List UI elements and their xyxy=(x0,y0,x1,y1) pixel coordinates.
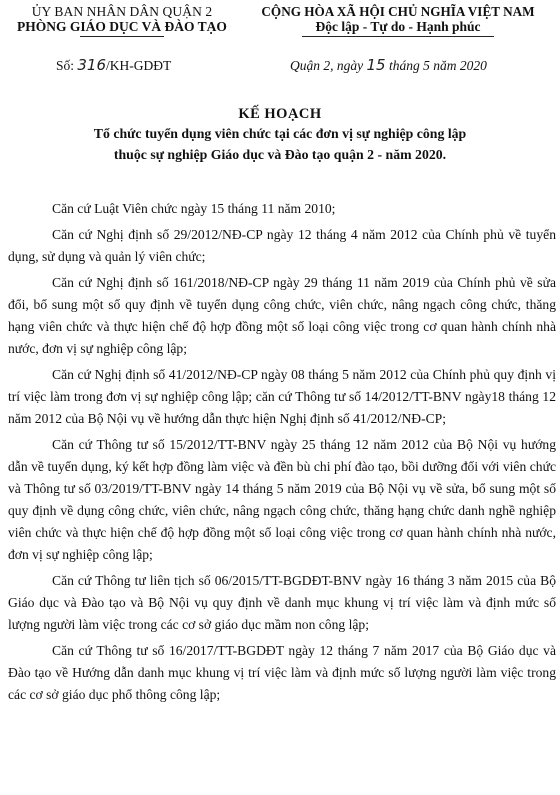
legal-basis-paragraph: Căn cứ Thông tư số 16/2017/TT-BGDĐT ngày 12 tháng 7 năm 2017 của Bộ Giáo dục và Đào tạo về Hướng dẫn danh mục khung vị trí việc làm và định mức số lượng người làm việc trong các cơ sở giáo dục phổ thông công lập; xyxy=(8,643,556,702)
doc-date-suffix: tháng 5 năm 2020 xyxy=(388,58,487,73)
doc-number-suffix: /KH-GDĐT xyxy=(106,58,172,73)
nation-line-2: Độc lập - Tự do - Hạnh phúc xyxy=(315,19,481,34)
doc-date-prefix: Quận 2, ngày xyxy=(290,58,364,73)
legal-basis-paragraph: Căn cứ Nghị định số 41/2012/NĐ-CP ngày 08 tháng 5 năm 2012 của Chính phủ quy định vị trí việc làm trong đơn vị sự nghiệp công lập; căn cứ Thông tư số 14/2012/TT-BNV ngày18 tháng 12 năm 2012 của Bộ Nội vụ về hướng dẫn thực hiện Nghị định số 41/2012/NĐ-CP; xyxy=(8,367,556,426)
legal-basis-paragraph: Căn cứ Thông tư liên tịch số 06/2015/TT-BGDĐT-BNV ngày 16 tháng 3 năm 2015 của Bộ Giáo dục và Đào tạo và Bộ Nội vụ quy định về danh mục khung vị trí việc làm và định mức số lượng người làm việc trong các cơ sở giáo dục mầm non công lập; xyxy=(8,573,556,632)
legal-basis-paragraph: Căn cứ Nghị định số 161/2018/NĐ-CP ngày 29 tháng 11 năm 2019 của Chính phủ về sửa đổi, bổ sung một số quy định về tuyển dụng công chức, viên chức, nâng ngạch công chức, thăng hạng viên chức và thực hiện chế độ hợp đồng một số loại công việc trong cơ quan hành chính nhà nước, đơn vị sự nghiệp công lập; xyxy=(8,275,556,356)
legal-basis-paragraph: Căn cứ Thông tư số 15/2012/TT-BNV ngày 25 tháng 12 năm 2012 của Bộ Nội vụ hướng dẫn về tuyển dụng, ký kết hợp đồng làm việc và đền bù chi phí đào tạo, bồi dưỡng đối với viên chức và Thông tư số 03/2019/TT-BNV ngày 14 tháng 5 năm 2019 của Bộ Nội vụ về sửa, bổ sung một số quy định về dụng công chức, viên chức, nâng ngạch công chức, thăng hạng chức danh nghề nghiệp viên chức và thực hiện chế độ hợp đồng một số loại công việc trong cơ quan hành chính nhà nước, đơn vị sự nghiệp công lập; xyxy=(8,437,556,562)
document-subtitle-line-1: Tổ chức tuyển dụng viên chức tại các đơn vị sự nghiệp công lập xyxy=(93,126,467,141)
legal-basis-paragraph: Căn cứ Nghị định số 29/2012/NĐ-CP ngày 12 tháng 4 năm 2012 của Chính phủ về tuyển dụng, sử dụng và quản lý viên chức; xyxy=(8,227,556,264)
document-date xyxy=(290,56,487,74)
document-title: KẾ HOẠCH xyxy=(238,106,322,122)
document-subtitle-line-2: thuộc sự nghiệp Giáo dục và Đào tạo quận 2 - năm 2020. xyxy=(113,147,447,162)
document-number xyxy=(56,56,171,74)
doc-date-handwritten-day: 15 xyxy=(366,56,386,74)
doc-number-prefix: Số: xyxy=(56,58,75,73)
document-body xyxy=(8,198,556,710)
agency-line-1: ỦY BAN NHÂN DÂN QUẬN 2 xyxy=(31,4,213,19)
agency-underline xyxy=(80,36,164,37)
legal-basis-paragraph: Căn cứ Luật Viên chức ngày 15 tháng 11 năm 2010; xyxy=(52,201,336,216)
national-motto-block xyxy=(240,4,556,34)
doc-number-handwritten: 316 xyxy=(77,56,107,74)
motto-underline xyxy=(302,36,494,37)
agency-line-2: PHÒNG GIÁO DỤC VÀ ĐÀO TẠO xyxy=(17,19,227,34)
issuing-agency-block xyxy=(8,4,236,34)
nation-line-1: CỘNG HÒA XÃ HỘI CHỦ NGHĨA VIỆT NAM xyxy=(261,4,535,19)
